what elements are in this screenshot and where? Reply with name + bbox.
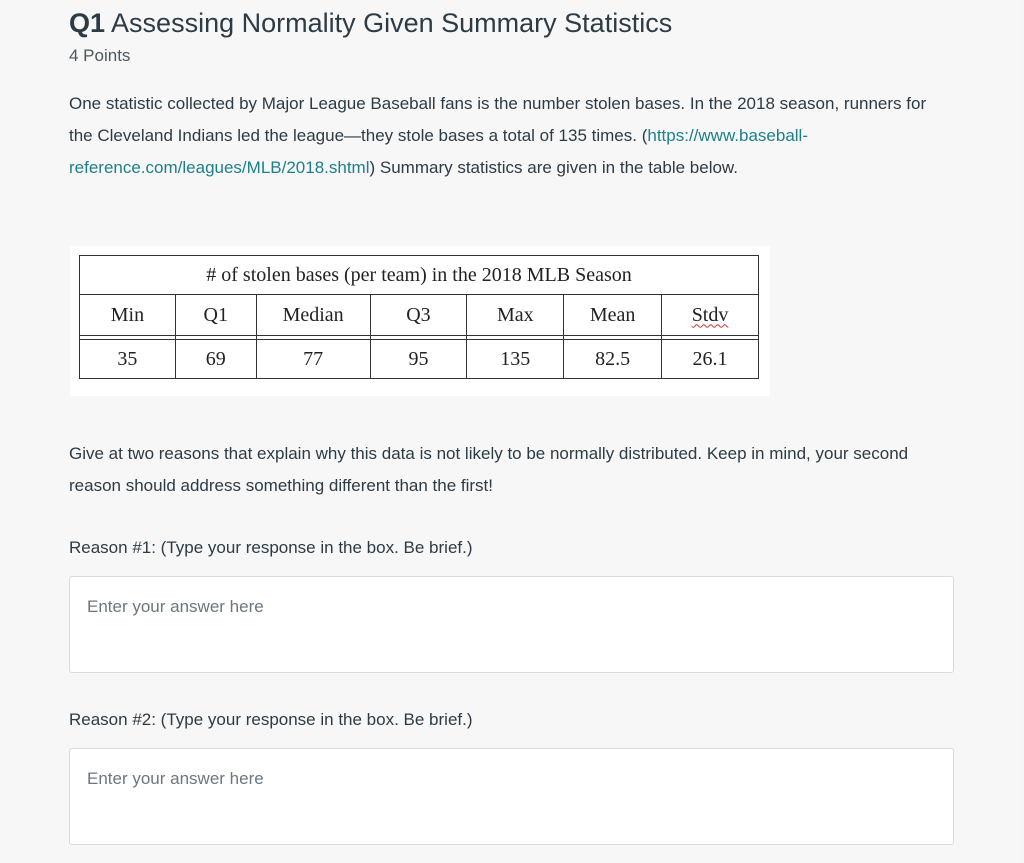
table-caption: # of stolen bases (per team) in the 2018 MLB Season: [80, 256, 759, 295]
value-max: 135: [467, 340, 564, 379]
header-mean: Mean: [564, 295, 662, 336]
header-min: Min: [80, 295, 176, 336]
question-instructions: Give at two reasons that explain why this data is not likely to be normally distributed. Keep in mind, your second reason should address something different than the first!: [69, 444, 909, 495]
summary-statistics-table-image: [70, 246, 770, 396]
header-q1: Q1: [175, 295, 256, 336]
question-prompt: [69, 88, 949, 184]
value-median: 77: [256, 340, 370, 379]
table-caption-row: [80, 256, 759, 295]
table-values-row: [80, 340, 759, 379]
value-q3: 95: [370, 340, 467, 379]
summary-statistics-table: [79, 255, 759, 379]
question-title: [69, 8, 672, 39]
question-title-text: Assessing Normality Given Summary Statistics: [111, 8, 673, 38]
header-stdv: [662, 295, 759, 336]
table-header-row: [80, 295, 759, 336]
question-number: Q1: [69, 8, 106, 38]
reason-1-label: Reason #1: (Type your response in the box. Be brief.): [69, 538, 473, 557]
value-mean: 82.5: [564, 340, 662, 379]
value-q1: 69: [175, 340, 256, 379]
prompt-text-end: ) Summary statistics are given in the table below.: [369, 158, 738, 177]
reason-2-answer-field[interactable]: [69, 748, 954, 845]
prompt-text: One statistic collected by Major League Baseball fans is the number stolen bases. In the 2018 season, runners for the Cleveland Indians led the league—they stole bases a total of 135 times. (: [69, 94, 927, 145]
value-min: 35: [80, 340, 176, 379]
header-q3: Q3: [370, 295, 467, 336]
reason-2-label: Reason #2: (Type your response in the box. Be brief.): [69, 710, 473, 729]
header-max: Max: [467, 295, 564, 336]
header-median: Median: [256, 295, 370, 336]
reason-1-answer-field[interactable]: [69, 576, 954, 673]
value-stdv: 26.1: [662, 340, 759, 379]
source-link[interactable]: https://www.baseball-reference.com/leagues/MLB/2018.shtml: [69, 126, 808, 177]
header-stdv-text: Stdv: [691, 303, 729, 326]
question-points: 4 Points: [69, 46, 131, 65]
